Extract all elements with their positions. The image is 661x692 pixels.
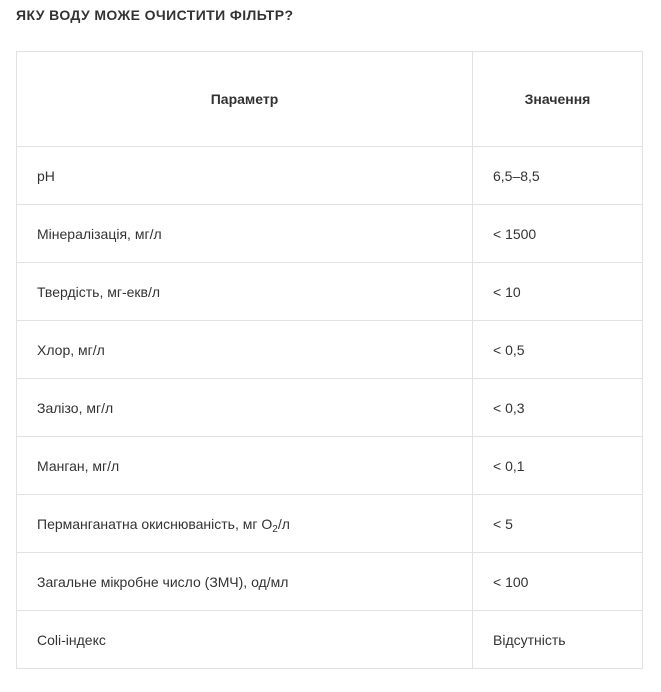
parameter-text: Перманганатна окиснюваність, мг O [37,515,273,532]
table-row [17,437,643,495]
table-row [17,147,643,205]
table-row [17,553,643,611]
parameter-cell: pH [17,147,473,205]
table-row [17,263,643,321]
filter-parameters-table-container [16,51,642,669]
parameter-cell: Залізо, мг/л [17,379,473,437]
table-row [17,611,643,669]
table-row [17,495,643,553]
value-cell: < 1500 [473,205,643,263]
value-cell: < 0,1 [473,437,643,495]
parameter-cell: Coli-індекс [17,611,473,669]
value-cell: < 10 [473,263,643,321]
column-header-value: Значення [473,52,643,147]
subscript-2: 2 [272,523,278,535]
value-cell: 6,5–8,5 [473,147,643,205]
value-cell: < 100 [473,553,643,611]
value-cell: < 5 [473,495,643,553]
parameter-unit: /л [277,515,290,532]
parameter-cell: Манган, мг/л [17,437,473,495]
table-row [17,205,643,263]
table-header-row [17,52,643,147]
value-cell: Відсутність [473,611,643,669]
filter-parameters-table [16,51,643,669]
page-title: ЯКУ ВОДУ МОЖЕ ОЧИСТИТИ ФІЛЬТР? [16,7,294,23]
column-header-parameter: Параметр [17,52,473,147]
parameter-cell: Мінералізація, мг/л [17,205,473,263]
parameter-cell: Твердість, мг-екв/л [17,263,473,321]
value-cell: < 0,3 [473,379,643,437]
table-row [17,379,643,437]
value-cell: < 0,5 [473,321,643,379]
table-row [17,321,643,379]
parameter-cell [17,495,473,553]
parameter-cell: Загальне мікробне число (ЗМЧ), од/мл [17,553,473,611]
parameter-cell: Хлор, мг/л [17,321,473,379]
